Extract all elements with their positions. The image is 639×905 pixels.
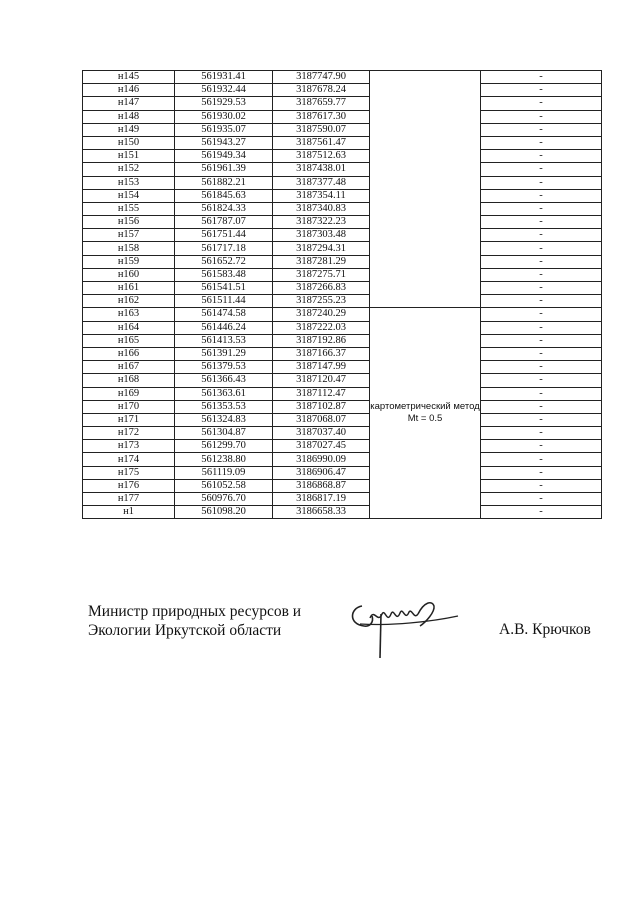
x-coordinate-cell: 561751.44 xyxy=(175,229,273,242)
table-row xyxy=(83,387,602,400)
dash-cell: - xyxy=(481,189,602,202)
dash-cell: - xyxy=(481,413,602,426)
x-coordinate-cell: 561824.33 xyxy=(175,202,273,215)
signature-title-line1: Министр природных ресурсов и xyxy=(88,603,302,620)
dash-cell: - xyxy=(481,440,602,453)
x-coordinate-cell: 561511.44 xyxy=(175,295,273,308)
dash-cell: - xyxy=(481,400,602,413)
x-coordinate-cell: 561935.07 xyxy=(175,123,273,136)
coordinates-table xyxy=(82,70,602,519)
point-id-cell: н158 xyxy=(83,242,175,255)
table-row xyxy=(83,123,602,136)
y-coordinate-cell: 3187027.45 xyxy=(273,440,370,453)
y-coordinate-cell: 3187340.83 xyxy=(273,202,370,215)
table-row xyxy=(83,71,602,84)
x-coordinate-cell: 561238.80 xyxy=(175,453,273,466)
y-coordinate-cell: 3187266.83 xyxy=(273,282,370,295)
point-id-cell: н175 xyxy=(83,466,175,479)
y-coordinate-cell: 3187255.23 xyxy=(273,295,370,308)
point-id-cell: н152 xyxy=(83,163,175,176)
point-id-cell: н173 xyxy=(83,440,175,453)
point-id-cell: н169 xyxy=(83,387,175,400)
table-row xyxy=(83,282,602,295)
y-coordinate-cell: 3187147.99 xyxy=(273,361,370,374)
dash-cell: - xyxy=(481,268,602,281)
y-coordinate-cell: 3187617.30 xyxy=(273,110,370,123)
y-coordinate-cell: 3187102.87 xyxy=(273,400,370,413)
point-id-cell: н154 xyxy=(83,189,175,202)
point-id-cell: н149 xyxy=(83,123,175,136)
dash-cell: - xyxy=(481,202,602,215)
point-id-cell: н1 xyxy=(83,506,175,519)
point-id-cell: н160 xyxy=(83,268,175,281)
table-row xyxy=(83,242,602,255)
point-id-cell: н165 xyxy=(83,334,175,347)
x-coordinate-cell: 561474.58 xyxy=(175,308,273,321)
table-row xyxy=(83,150,602,163)
x-coordinate-cell: 561413.53 xyxy=(175,334,273,347)
y-coordinate-cell: 3187512.63 xyxy=(273,150,370,163)
coordinates-table-body xyxy=(83,71,602,519)
x-coordinate-cell: 561931.41 xyxy=(175,71,273,84)
x-coordinate-cell: 561961.39 xyxy=(175,163,273,176)
point-id-cell: н161 xyxy=(83,282,175,295)
x-coordinate-cell: 561943.27 xyxy=(175,136,273,149)
dash-cell: - xyxy=(481,347,602,360)
table-row xyxy=(83,427,602,440)
y-coordinate-cell: 3187659.77 xyxy=(273,97,370,110)
x-coordinate-cell: 561299.70 xyxy=(175,440,273,453)
y-coordinate-cell: 3187166.37 xyxy=(273,347,370,360)
y-coordinate-cell: 3187112.47 xyxy=(273,387,370,400)
point-id-cell: н176 xyxy=(83,479,175,492)
point-id-cell: н172 xyxy=(83,427,175,440)
dash-cell: - xyxy=(481,255,602,268)
method-cell-empty xyxy=(370,71,481,308)
x-coordinate-cell: 561098.20 xyxy=(175,506,273,519)
y-coordinate-cell: 3186658.33 xyxy=(273,506,370,519)
y-coordinate-cell: 3187377.48 xyxy=(273,176,370,189)
table-row xyxy=(83,97,602,110)
y-coordinate-cell: 3186817.19 xyxy=(273,493,370,506)
handwritten-signature-icon xyxy=(340,596,465,662)
table-row xyxy=(83,163,602,176)
dash-cell: - xyxy=(481,361,602,374)
y-coordinate-cell: 3186990.09 xyxy=(273,453,370,466)
dash-cell: - xyxy=(481,374,602,387)
x-coordinate-cell: 561446.24 xyxy=(175,321,273,334)
dash-cell: - xyxy=(481,427,602,440)
table-row xyxy=(83,453,602,466)
table-row xyxy=(83,189,602,202)
y-coordinate-cell: 3187438.01 xyxy=(273,163,370,176)
dash-cell: - xyxy=(481,321,602,334)
point-id-cell: н168 xyxy=(83,374,175,387)
x-coordinate-cell: 561930.02 xyxy=(175,110,273,123)
dash-cell: - xyxy=(481,216,602,229)
y-coordinate-cell: 3187192.86 xyxy=(273,334,370,347)
table-row xyxy=(83,374,602,387)
y-coordinate-cell: 3187281.29 xyxy=(273,255,370,268)
table-row xyxy=(83,216,602,229)
table-row xyxy=(83,413,602,426)
dash-cell: - xyxy=(481,229,602,242)
table-row xyxy=(83,229,602,242)
point-id-cell: н156 xyxy=(83,216,175,229)
signatory-name: А.В. Крючков xyxy=(499,621,591,638)
x-coordinate-cell: 561391.29 xyxy=(175,347,273,360)
x-coordinate-cell: 561541.51 xyxy=(175,282,273,295)
dash-cell: - xyxy=(481,242,602,255)
y-coordinate-cell: 3187037.40 xyxy=(273,427,370,440)
y-coordinate-cell: 3187240.29 xyxy=(273,308,370,321)
dash-cell: - xyxy=(481,97,602,110)
point-id-cell: н166 xyxy=(83,347,175,360)
point-id-cell: н151 xyxy=(83,150,175,163)
x-coordinate-cell: 561583.48 xyxy=(175,268,273,281)
x-coordinate-cell: 561324.83 xyxy=(175,413,273,426)
table-row xyxy=(83,268,602,281)
point-id-cell: н159 xyxy=(83,255,175,268)
table-row xyxy=(83,361,602,374)
point-id-cell: н167 xyxy=(83,361,175,374)
y-coordinate-cell: 3187120.47 xyxy=(273,374,370,387)
dash-cell: - xyxy=(481,479,602,492)
point-id-cell: н148 xyxy=(83,110,175,123)
table-row xyxy=(83,110,602,123)
point-id-cell: н163 xyxy=(83,308,175,321)
point-id-cell: н146 xyxy=(83,84,175,97)
point-id-cell: н164 xyxy=(83,321,175,334)
table-row xyxy=(83,493,602,506)
y-coordinate-cell: 3187322.23 xyxy=(273,216,370,229)
x-coordinate-cell: 561932.44 xyxy=(175,84,273,97)
signature-title xyxy=(88,602,301,640)
x-coordinate-cell: 561119.09 xyxy=(175,466,273,479)
dash-cell: - xyxy=(481,84,602,97)
x-coordinate-cell: 561353.53 xyxy=(175,400,273,413)
x-coordinate-cell: 561845.63 xyxy=(175,189,273,202)
x-coordinate-cell: 561366.43 xyxy=(175,374,273,387)
x-coordinate-cell: 561379.53 xyxy=(175,361,273,374)
table-row xyxy=(83,136,602,149)
table-row xyxy=(83,321,602,334)
y-coordinate-cell: 3186906.47 xyxy=(273,466,370,479)
method-cell: картометрический метод Mt = 0.5 xyxy=(370,308,481,519)
dash-cell: - xyxy=(481,295,602,308)
dash-cell: - xyxy=(481,466,602,479)
table-row xyxy=(83,295,602,308)
table-row xyxy=(83,400,602,413)
x-coordinate-cell: 561949.34 xyxy=(175,150,273,163)
point-id-cell: н174 xyxy=(83,453,175,466)
y-coordinate-cell: 3187303.48 xyxy=(273,229,370,242)
y-coordinate-cell: 3187068.07 xyxy=(273,413,370,426)
y-coordinate-cell: 3187354.11 xyxy=(273,189,370,202)
y-coordinate-cell: 3187294.31 xyxy=(273,242,370,255)
point-id-cell: н145 xyxy=(83,71,175,84)
y-coordinate-cell: 3187222.03 xyxy=(273,321,370,334)
y-coordinate-cell: 3187678.24 xyxy=(273,84,370,97)
point-id-cell: н171 xyxy=(83,413,175,426)
dash-cell: - xyxy=(481,110,602,123)
y-coordinate-cell: 3186868.87 xyxy=(273,479,370,492)
table-row xyxy=(83,506,602,519)
y-coordinate-cell: 3187275.71 xyxy=(273,268,370,281)
dash-cell: - xyxy=(481,176,602,189)
table-row xyxy=(83,347,602,360)
table-row xyxy=(83,84,602,97)
table-row xyxy=(83,466,602,479)
dash-cell: - xyxy=(481,282,602,295)
point-id-cell: н162 xyxy=(83,295,175,308)
signature-title-line2: Экологии Иркутской области xyxy=(88,622,282,639)
point-id-cell: н157 xyxy=(83,229,175,242)
x-coordinate-cell: 561882.21 xyxy=(175,176,273,189)
point-id-cell: н177 xyxy=(83,493,175,506)
point-id-cell: н150 xyxy=(83,136,175,149)
x-coordinate-cell: 561717.18 xyxy=(175,242,273,255)
y-coordinate-cell: 3187747.90 xyxy=(273,71,370,84)
table-row xyxy=(83,440,602,453)
y-coordinate-cell: 3187561.47 xyxy=(273,136,370,149)
dash-cell: - xyxy=(481,71,602,84)
dash-cell: - xyxy=(481,506,602,519)
x-coordinate-cell: 561929.53 xyxy=(175,97,273,110)
x-coordinate-cell: 560976.70 xyxy=(175,493,273,506)
point-id-cell: н170 xyxy=(83,400,175,413)
dash-cell: - xyxy=(481,163,602,176)
table-row xyxy=(83,308,602,321)
point-id-cell: н147 xyxy=(83,97,175,110)
dash-cell: - xyxy=(481,136,602,149)
dash-cell: - xyxy=(481,334,602,347)
dash-cell: - xyxy=(481,387,602,400)
table-row xyxy=(83,334,602,347)
table-row xyxy=(83,176,602,189)
table-row xyxy=(83,255,602,268)
point-id-cell: н155 xyxy=(83,202,175,215)
x-coordinate-cell: 561304.87 xyxy=(175,427,273,440)
dash-cell: - xyxy=(481,123,602,136)
x-coordinate-cell: 561652.72 xyxy=(175,255,273,268)
table-row xyxy=(83,479,602,492)
dash-cell: - xyxy=(481,150,602,163)
dash-cell: - xyxy=(481,453,602,466)
x-coordinate-cell: 561363.61 xyxy=(175,387,273,400)
dash-cell: - xyxy=(481,493,602,506)
x-coordinate-cell: 561787.07 xyxy=(175,216,273,229)
table-row xyxy=(83,202,602,215)
y-coordinate-cell: 3187590.07 xyxy=(273,123,370,136)
dash-cell: - xyxy=(481,308,602,321)
x-coordinate-cell: 561052.58 xyxy=(175,479,273,492)
point-id-cell: н153 xyxy=(83,176,175,189)
